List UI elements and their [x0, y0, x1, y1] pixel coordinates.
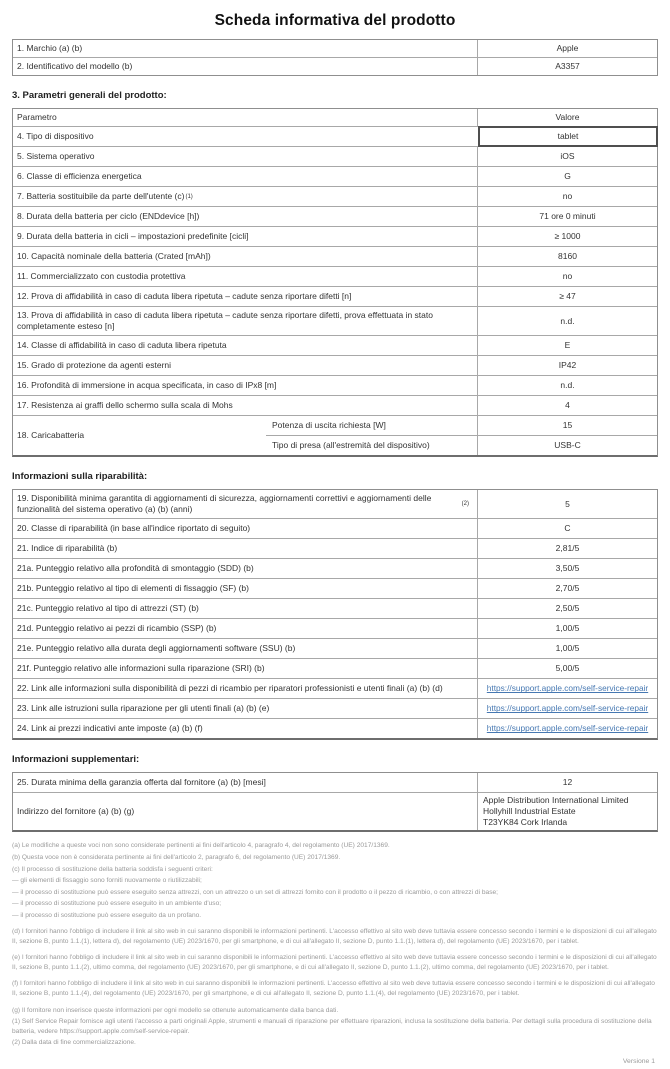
param-label [13, 619, 477, 638]
param-label-text: Indirizzo del fornitore (a) (b) (g) [17, 806, 135, 817]
param-value: 5 [477, 490, 657, 518]
charger-row [13, 415, 657, 455]
param-value: 2,70/5 [477, 579, 657, 598]
table-row [13, 658, 657, 678]
param-label [13, 267, 477, 286]
link-value-cell [477, 699, 657, 718]
charger-subrow [266, 435, 657, 455]
footnote: (1) Self Service Repair fornisce agli utenti l'accesso a parti originali Apple, strumenti e manuali di riparazione per effettuare riparazioni, inclusa la sostituzione della batteria. Per dettagli sulla procedura di sostituzione della batteria, vedere https://support.apple.com/self-service-repair. [12, 1018, 652, 1035]
table-row [13, 246, 657, 266]
param-value: G [477, 167, 657, 186]
param-label [13, 207, 477, 226]
param-label-text: 17. Resistenza ai graffi dello schermo sulla scala di Mohs [17, 400, 233, 411]
param-label [13, 58, 477, 75]
param-value: ≥ 47 [477, 287, 657, 306]
param-label-text: 4. Tipo di dispositivo [17, 131, 94, 142]
footnote: (g) Il fornitore non inserisce queste informazioni per ogni modello se ottenute automaticamente dalla banca dati. [12, 1006, 339, 1014]
footnote: (d) I fornitori hanno l'obbligo di includere il link al sito web in cui saranno disponibili le informazioni pertinenti. L'accesso effettivo al sito web deve tuttavia essere concesso secondo i termini e le disposizioni di cui all'allegato II, sezione B, punto 1.1.(1), lettera d), del regolamento (UE) 2023/1670, per gli smartphone, e di cui all'allegato II, sezione D, punto 1.1.(1), lettera d), del regolamento (UE) 2023/1670, per i tablet. [12, 928, 657, 945]
section-heading-supplementary: Informazioni supplementari: [12, 754, 140, 766]
param-label: 19. Disponibilità minima garantita di aggiornamenti di sicurezza, aggiornamenti correttivi e aggiornamenti delle funzionalità del sistema operativo (a) (b) (anni) (2) [17, 493, 469, 515]
param-label [13, 336, 477, 355]
param-label-text: 15. Grado di protezione da agenti esterni [17, 360, 172, 371]
param-value: USB-C [477, 436, 657, 455]
param-label-text: 2. Identificativo del modello (b) [17, 61, 133, 72]
param-value: n.d. [477, 376, 657, 395]
link-value-cell [477, 719, 657, 738]
param-label [13, 519, 477, 538]
param-label-text: 20. Classe di riparabilità (in base all'indice riportato di seguito) [17, 523, 251, 534]
param-value: 2,81/5 [477, 539, 657, 558]
param-label-text: 10. Capacità nominale della batteria (Crated [mAh]) [17, 251, 211, 262]
param-label [13, 773, 477, 792]
param-label-text: 16. Profondità di immersione in acqua specificata, in caso di IPx8 [m] [17, 380, 277, 391]
param-label-text: 11. Commercializzato con custodia protettiva [17, 271, 186, 282]
footnote: (b) Questa voce non è considerata pertinente ai fini dell'articolo 2, paragrafo 6, del regolamento (UE) 2017/1369. [12, 854, 341, 862]
table-row [13, 206, 657, 226]
column-header-valore: Valore [477, 109, 657, 126]
param-value: Apple [477, 40, 657, 57]
param-label-text: 21e. Punteggio relativo alla durata degli aggiornamenti software (SSU) (b) [17, 643, 296, 654]
table-row [13, 578, 657, 598]
footnote: (c) Il processo di sostituzione della batteria soddisfa i seguenti criteri: [12, 865, 213, 873]
param-label-text: 1. Marchio (a) (b) [17, 43, 83, 53]
param-label [13, 793, 477, 830]
table-row [13, 335, 657, 355]
param-value: 15 [477, 416, 657, 435]
param-value [477, 793, 657, 830]
param-label [13, 719, 477, 738]
param-label [13, 167, 477, 186]
param-value: ≥ 1000 [477, 227, 657, 246]
param-value: no [477, 187, 657, 206]
param-label-text: 21f. Punteggio relativo alle informazioni sulla riparazione (SRI) (b) [17, 663, 265, 674]
charger-subparam-label: Tipo di presa (all'estremità del dispositivo) [272, 440, 430, 451]
table-row [13, 355, 657, 375]
param-value: 2,50/5 [477, 599, 657, 618]
table-row [13, 226, 657, 246]
param-label: 18. Caricabatteria [17, 430, 85, 441]
table-row [13, 146, 657, 166]
table-row [13, 286, 657, 306]
param-label [13, 599, 477, 618]
identity-table [12, 39, 658, 76]
table-row [13, 518, 657, 538]
address-line: Apple Distribution International Limited [483, 795, 629, 806]
device-type-select[interactable]: tablet [478, 126, 658, 147]
general-parameters-table [12, 108, 658, 457]
param-label-text: 21a. Punteggio relativo alla profondità di smontaggio (SDD) (b) [17, 563, 254, 574]
table-row [13, 678, 657, 698]
table-row [13, 57, 657, 75]
charger-subtable [266, 416, 657, 455]
param-label [13, 127, 479, 146]
supplementary-table [12, 772, 658, 832]
table-row [13, 618, 657, 638]
table-row [13, 490, 657, 518]
param-label-text: 19. Disponibilità minima garantita di aggiornamenti di sicurezza, aggiornamenti correttivi e aggiornamenti delle funzionalità del sistema operativo (a) (b) (anni) [17, 493, 432, 515]
table-row [13, 718, 657, 738]
param-value: A3357 [477, 58, 657, 75]
param-label-text: 14. Classe di affidabilità in caso di caduta libera ripetuta [17, 340, 227, 351]
param-label-text: 25. Durata minima della garanzia offerta dal fornitore (a) (b) [mesi] [17, 777, 266, 788]
support-link[interactable]: https://support.apple.com/self-service-repair [486, 723, 649, 734]
footnote: (2) Dalla data di fine commercializzazione. [12, 1039, 136, 1047]
support-link[interactable]: https://support.apple.com/self-service-repair [486, 683, 649, 694]
repairability-table [12, 489, 658, 740]
param-value: 71 ore 0 minuti [477, 207, 657, 226]
table-row [13, 126, 657, 146]
footnote: — gli elementi di fissaggio sono forniti nuovamente o riutilizzabili; [12, 877, 202, 885]
param-label [13, 356, 477, 375]
param-label [13, 287, 477, 306]
param-label [13, 699, 477, 718]
param-label [13, 376, 477, 395]
param-value: IP42 [477, 356, 657, 375]
param-value: C [477, 519, 657, 538]
param-value: 3,50/5 [477, 559, 657, 578]
param-label [13, 679, 477, 698]
param-value: 12 [477, 773, 657, 792]
footnote: (e) I fornitori hanno l'obbligo di includere il link al sito web in cui saranno disponibili le informazioni pertinenti. L'accesso effettivo al sito web deve tuttavia essere concesso secondo i termini e le disposizioni di cui all'allegato II, sezione B, punto 1.1.(2), ultimo comma, del regolamento (UE) 2023/1670, per gli smartphone, e di cui all'allegato II, sezione D, punto 1.1.(2), ultimo comma, del regolamento (UE) 2023/1670, per i tablet. [12, 954, 657, 971]
param-label: 7. Batteria sostituibile da parte dell'utente (c) (1) [17, 191, 193, 202]
page-title: Scheda informativa del prodotto [214, 12, 456, 29]
param-label-text: 21c. Punteggio relativo al tipo di attrezzi (ST) (b) [17, 603, 199, 614]
param-value: 5,00/5 [477, 659, 657, 678]
support-link[interactable]: https://support.apple.com/self-service-repair [486, 703, 649, 714]
param-label [13, 247, 477, 266]
param-label [13, 539, 477, 558]
param-label-text: 21b. Punteggio relativo al tipo di elementi di fissaggio (SF) (b) [17, 583, 249, 594]
param-value: n.d. [477, 307, 657, 335]
param-value: 8160 [477, 247, 657, 266]
param-value: 4 [477, 396, 657, 415]
param-label-text: 12. Prova di affidabilità in caso di caduta libera ripetuta – cadute senza riportare difetti [n] [17, 291, 352, 302]
table-header-row [13, 109, 657, 126]
charger-subparam-label: Potenza di uscita richiesta [W] [272, 420, 386, 431]
footnote: (a) Le modifiche a queste voci non sono considerate pertinenti ai fini dell'articolo 4, paragrafo 4, del regolamento (UE) 2017/1369. [12, 842, 390, 850]
section-heading-general: 3. Parametri generali del prodotto: [12, 90, 167, 102]
param-label [13, 396, 477, 415]
param-label [13, 579, 477, 598]
param-label-text: 21. Indice di riparabilità (b) [17, 543, 118, 554]
column-header-parametro: Parametro [17, 112, 57, 123]
table-row [13, 698, 657, 718]
param-label-text: 9. Durata della batteria in cicli – impostazioni predefinite [cicli] [17, 231, 249, 242]
address-line: T23YK84 Cork Irlanda [483, 817, 568, 828]
param-label-text: 22. Link alle informazioni sulla disponibilità di pezzi di ricambio per riparatori professionisti e utenti finali (a) (b) (d) [17, 683, 443, 694]
table-row [13, 773, 657, 792]
link-value-cell [477, 679, 657, 698]
charger-subrow [266, 416, 657, 435]
footnote: — il processo di sostituzione può essere eseguito in un ambiente d'uso; [12, 900, 222, 908]
footnote: (f) I fornitori hanno l'obbligo di includere il link al sito web in cui saranno disponibili le informazioni pertinenti. L'accesso effettivo al sito web deve tuttavia essere concesso secondo i termini e le disposizioni di cui all'allegato II, sezione B, punto 1.1.(4), del regolamento (UE) 2023/1670, per gli smartphone, e di cui all'allegato II, sezione D, punto 1.1.(4), del regolamento (UE) 2023/1670, per i tablet. [12, 980, 655, 998]
footnote: — il processo di sostituzione può essere eseguito da un profano. [12, 911, 202, 919]
param-value: E [477, 336, 657, 355]
param-value: iOS [477, 147, 657, 166]
param-label-text: 21d. Punteggio relativo ai pezzi di ricambio (SSP) (b) [17, 623, 217, 634]
table-row [13, 538, 657, 558]
footnotes [12, 841, 658, 1047]
table-row [13, 306, 657, 335]
address-line: Hollyhill Industrial Estate [483, 806, 576, 817]
table-row [13, 166, 657, 186]
table-row [13, 558, 657, 578]
table-row [13, 266, 657, 286]
table-row [13, 40, 657, 57]
version-label: Versione 1 [622, 1057, 655, 1065]
param-label-text: 6. Classe di efficienza energetica [17, 171, 142, 182]
param-label [13, 559, 477, 578]
section-heading-repairability: Informazioni sulla riparabilità: [12, 471, 148, 483]
param-label [13, 40, 477, 57]
param-label [13, 639, 477, 658]
table-row [13, 186, 657, 206]
param-label-text: 13. Prova di affidabilità in caso di caduta libera ripetuta – cadute senza riportare difetti, prova effettuata in stato completamente esteso [n] [17, 310, 433, 332]
table-row [13, 638, 657, 658]
param-label [13, 307, 477, 335]
param-value: 1,00/5 [477, 639, 657, 658]
param-value: no [477, 267, 657, 286]
param-label-text: 23. Link alle istruzioni sulla riparazione per gli utenti finali (a) (b) (e) [17, 703, 270, 714]
param-label-text: 7. Batteria sostituibile da parte dell'utente (c) [17, 191, 185, 202]
param-label [13, 659, 477, 678]
param-label [13, 147, 477, 166]
table-row [13, 792, 657, 830]
table-row [13, 375, 657, 395]
param-label-text: 8. Durata della batteria per ciclo (ENDdevice [h]) [17, 211, 200, 222]
param-label-text: 5. Sistema operativo [17, 151, 95, 162]
param-value: 1,00/5 [477, 619, 657, 638]
param-label [13, 227, 477, 246]
table-row [13, 598, 657, 618]
footnote: — il processo di sostituzione può essere eseguito senza attrezzi, con un attrezzo o un set di attrezzi fornito con il prodotto o il pezzo di ricambio, o con attrezzi di base; [12, 888, 498, 896]
table-row [13, 395, 657, 415]
param-label-text: 24. Link ai prezzi indicativi ante imposte (a) (b) (f) [17, 723, 203, 734]
